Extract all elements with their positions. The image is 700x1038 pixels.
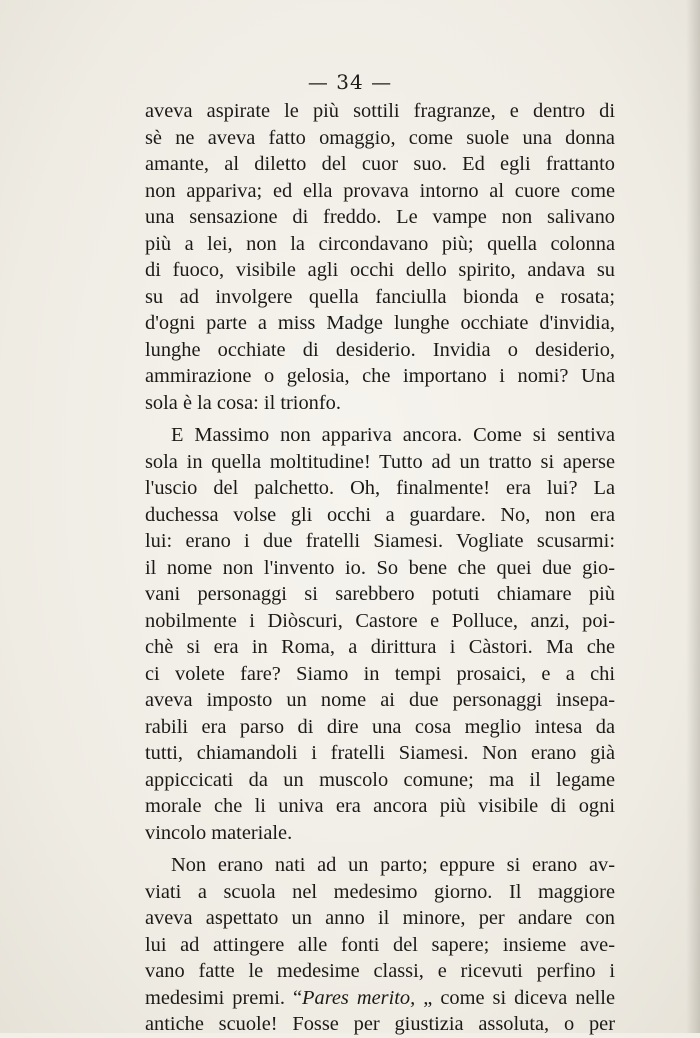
text-line: amante, al diletto del cuor suo. Ed egli frattanto — [145, 153, 615, 175]
text-line: di fuoco, visibile agli occhi dello spirito, andava su — [145, 259, 615, 281]
text-line: il nome non l'invento io. So bene che quei due gio- — [145, 556, 615, 579]
page-edge-shadow — [686, 0, 700, 1033]
paragraph-3 — [145, 852, 615, 1038]
text-line: sola è la cosa: il trionfo. — [145, 391, 341, 414]
text-line: morale che li univa era ancora più visibile di ogni — [145, 795, 615, 817]
paragraph-2 — [145, 422, 615, 846]
text-line: chè si era in Roma, a dirittura i Càstori. Ma che — [145, 636, 615, 658]
text-line: vani personaggi si sarebbero potuti chiamare più — [145, 583, 615, 605]
text-line: nobilmente i Diòscuri, Castore e Polluce, anzi, poi- — [145, 609, 615, 632]
text-line: lunghe occhiate di desiderio. Invidia o desiderio, — [145, 338, 615, 361]
text-line: l'uscio del palchetto. Oh, finalmente! era lui? La — [145, 477, 615, 499]
text-line: sè ne aveva fatto omaggio, come suole una donna — [145, 126, 615, 149]
text-line: su ad involgere quella fanciulla bionda e rosata; — [145, 285, 615, 308]
text-line: vano fatte le medesime classi, e ricevuti perfino i — [145, 960, 615, 982]
text-line: antiche scuole! Fosse per giustizia assoluta, o per — [145, 1013, 615, 1035]
text-fragment: „ come si diceva nelle — [415, 986, 616, 1009]
italic-latin-phrase: Pares merito, — [302, 986, 416, 1009]
text-line: più a lei, non la circondavano più; quella colonna — [145, 232, 615, 255]
text-line: tutti, chiamandoli i fratelli Siamesi. Non erano già — [145, 742, 615, 764]
text-line: non appariva; ed ella provava intorno al cuore come — [145, 179, 615, 202]
paragraph-1 — [145, 98, 615, 416]
text-fragment: medesimi premi. “ — [145, 986, 303, 1009]
body-text — [145, 98, 615, 1038]
text-line: rabili era parso di dire una cosa meglio intesa da — [145, 715, 615, 738]
text-line: aveva aspirate le più sottili fragranze, e dentro di — [145, 100, 615, 122]
text-line: E Massimo non appariva ancora. Come si sentiva — [171, 424, 615, 446]
text-line: lui ad attingere alle fonti del sapere; insieme ave- — [145, 933, 615, 956]
text-line: aveva aspettato un anno il minore, per andare con — [145, 907, 615, 929]
text-line: duchessa volse gli occhi a guardare. No, non era — [145, 503, 615, 526]
text-line: d'ogni parte a miss Madge lunghe occhiate d'invidia, — [145, 312, 615, 334]
text-line: ammirazione o gelosia, che importano i nomi? Una — [145, 365, 615, 387]
text-line: aveva imposto un nome ai due personaggi insepa- — [145, 689, 615, 711]
page-number: — 34 — — [307, 70, 393, 94]
text-line: ci volete fare? Siamo in tempi prosaici, e a chi — [145, 662, 615, 685]
text-line: appiccicati da un muscolo comune; ma il legame — [145, 768, 615, 791]
text-line: vincolo materiale. — [145, 821, 293, 844]
text-line: Non erano nati ad un parto; eppure si erano av- — [171, 854, 615, 876]
text-line: lui: erano i due fratelli Siamesi. Vogliate scusarmi: — [145, 530, 615, 552]
text-line: una sensazione di freddo. Le vampe non salivano — [145, 206, 615, 228]
text-line: viati a scuola nel medesimo giorno. Il maggiore — [145, 880, 615, 903]
text-line: sola in quella moltitudine! Tutto ad un tratto si aperse — [145, 450, 615, 473]
text-line-with-italic — [145, 985, 615, 1012]
